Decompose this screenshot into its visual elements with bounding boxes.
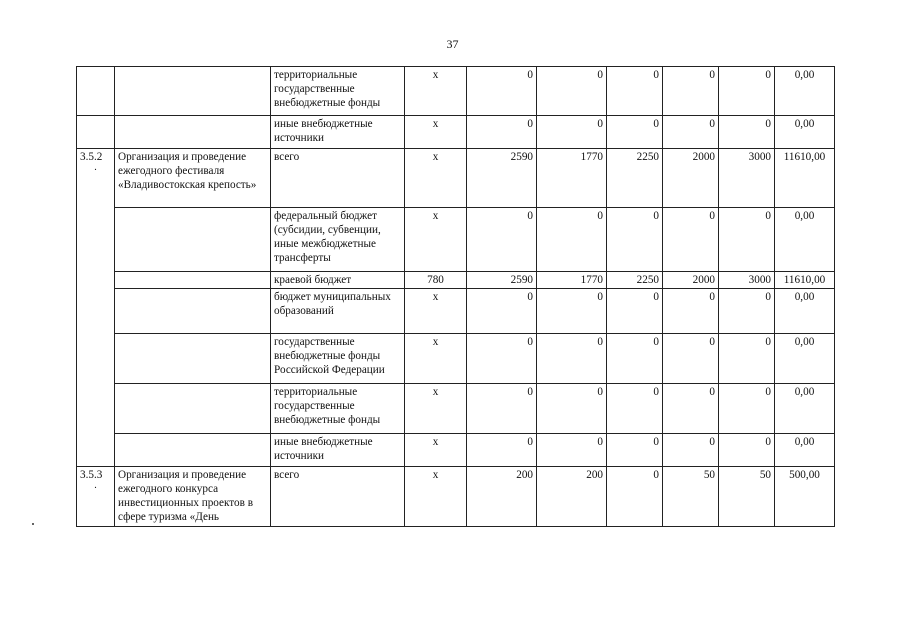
page-number: 37 xyxy=(446,37,459,51)
source-cell: государственные внебюджетные фонды Российской Федерации xyxy=(271,334,405,384)
measure-cell xyxy=(115,434,271,467)
value-cell: 0 xyxy=(663,434,719,467)
source-cell: территориальные государственные внебюджетные фонды xyxy=(271,67,405,116)
value-cell: 2250 xyxy=(607,272,663,289)
measure-cell: Организация и проведение ежегодного фестиваля «Владивостокская крепость» xyxy=(115,149,271,208)
value-cell: 0 xyxy=(607,116,663,149)
measure-cell xyxy=(115,272,271,289)
value-cell: 0 xyxy=(537,116,607,149)
value-cell: 2000 xyxy=(663,272,719,289)
value-cell: 50 xyxy=(719,467,775,527)
value-cell: 50 xyxy=(663,467,719,527)
value-cell: 0 xyxy=(537,67,607,116)
total-cell: 0,00 xyxy=(775,334,835,384)
value-cell: 0 xyxy=(537,334,607,384)
value-cell: 0 xyxy=(719,334,775,384)
value-cell: 2000 xyxy=(663,149,719,208)
total-cell: 0,00 xyxy=(775,434,835,467)
code-cell: 3.5.2 . xyxy=(77,149,115,467)
value-cell: 3000 xyxy=(719,272,775,289)
value-cell: 0 xyxy=(607,289,663,334)
total-cell: 0,00 xyxy=(775,67,835,116)
scan-speck xyxy=(32,523,34,525)
source-cell: краевой бюджет xyxy=(271,272,405,289)
table-row xyxy=(77,272,835,289)
value-cell: 1770 xyxy=(537,149,607,208)
value-cell: 0 xyxy=(537,289,607,334)
value-cell: 0 xyxy=(467,334,537,384)
value-cell: 0 xyxy=(537,384,607,434)
total-cell: 0,00 xyxy=(775,289,835,334)
measure-cell xyxy=(115,289,271,334)
table-row xyxy=(77,149,835,208)
source-cell: бюджет муниципальных образований xyxy=(271,289,405,334)
x-cell: x xyxy=(405,208,467,272)
value-cell: 0 xyxy=(607,334,663,384)
value-cell: 200 xyxy=(537,467,607,527)
table-row xyxy=(77,467,835,527)
value-cell: 0 xyxy=(467,434,537,467)
source-cell: всего xyxy=(271,467,405,527)
measure-cell xyxy=(115,384,271,434)
value-cell: 200 xyxy=(467,467,537,527)
x-cell: x xyxy=(405,384,467,434)
total-cell: 11610,00 xyxy=(775,149,835,208)
value-cell: 2250 xyxy=(607,149,663,208)
value-cell: 1770 xyxy=(537,272,607,289)
total-cell: 0,00 xyxy=(775,116,835,149)
value-cell: 0 xyxy=(719,434,775,467)
budget-table xyxy=(76,66,835,527)
value-cell: 0 xyxy=(607,208,663,272)
value-cell: 2590 xyxy=(467,272,537,289)
value-cell: 0 xyxy=(663,384,719,434)
value-cell: 2590 xyxy=(467,149,537,208)
x-cell: x xyxy=(405,67,467,116)
x-cell: x xyxy=(405,116,467,149)
table-row xyxy=(77,208,835,272)
table-row xyxy=(77,289,835,334)
value-cell: 0 xyxy=(467,208,537,272)
value-cell: 0 xyxy=(663,334,719,384)
code-cell xyxy=(77,67,115,116)
value-cell: 0 xyxy=(537,208,607,272)
table-row xyxy=(77,334,835,384)
total-cell: 11610,00 xyxy=(775,272,835,289)
table-row xyxy=(77,116,835,149)
total-cell: 500,00 xyxy=(775,467,835,527)
code-cell xyxy=(77,116,115,149)
x-cell: x xyxy=(405,467,467,527)
table-row xyxy=(77,434,835,467)
value-cell: 0 xyxy=(607,467,663,527)
value-cell: 0 xyxy=(719,384,775,434)
code-cell: 3.5.3 . xyxy=(77,467,115,527)
value-cell: 0 xyxy=(663,67,719,116)
x-cell: 780 xyxy=(405,272,467,289)
value-cell: 0 xyxy=(663,116,719,149)
value-cell: 0 xyxy=(607,384,663,434)
measure-cell xyxy=(115,116,271,149)
value-cell: 0 xyxy=(719,67,775,116)
x-cell: x xyxy=(405,434,467,467)
measure-cell xyxy=(115,334,271,384)
value-cell: 0 xyxy=(537,434,607,467)
value-cell: 0 xyxy=(719,208,775,272)
value-cell: 3000 xyxy=(719,149,775,208)
source-cell: иные внебюджетные источники xyxy=(271,116,405,149)
total-cell: 0,00 xyxy=(775,384,835,434)
source-cell: иные внебюджетные источники xyxy=(271,434,405,467)
value-cell: 0 xyxy=(467,289,537,334)
measure-cell xyxy=(115,67,271,116)
value-cell: 0 xyxy=(607,434,663,467)
source-cell: территориальные государственные внебюджетные фонды xyxy=(271,384,405,434)
value-cell: 0 xyxy=(607,67,663,116)
source-cell: всего xyxy=(271,149,405,208)
total-cell: 0,00 xyxy=(775,208,835,272)
value-cell: 0 xyxy=(719,289,775,334)
source-cell: федеральный бюджет (субсидии, субвенции, иные межбюджетные трансферты xyxy=(271,208,405,272)
value-cell: 0 xyxy=(719,116,775,149)
x-cell: x xyxy=(405,149,467,208)
measure-cell: Организация и проведение ежегодного конкурса инвестиционных проектов в сфере туризма «День xyxy=(115,467,271,527)
table-row xyxy=(77,384,835,434)
x-cell: x xyxy=(405,334,467,384)
value-cell: 0 xyxy=(663,289,719,334)
value-cell: 0 xyxy=(467,116,537,149)
value-cell: 0 xyxy=(467,384,537,434)
table-row xyxy=(77,67,835,116)
x-cell: x xyxy=(405,289,467,334)
measure-cell xyxy=(115,208,271,272)
value-cell: 0 xyxy=(467,67,537,116)
value-cell: 0 xyxy=(663,208,719,272)
